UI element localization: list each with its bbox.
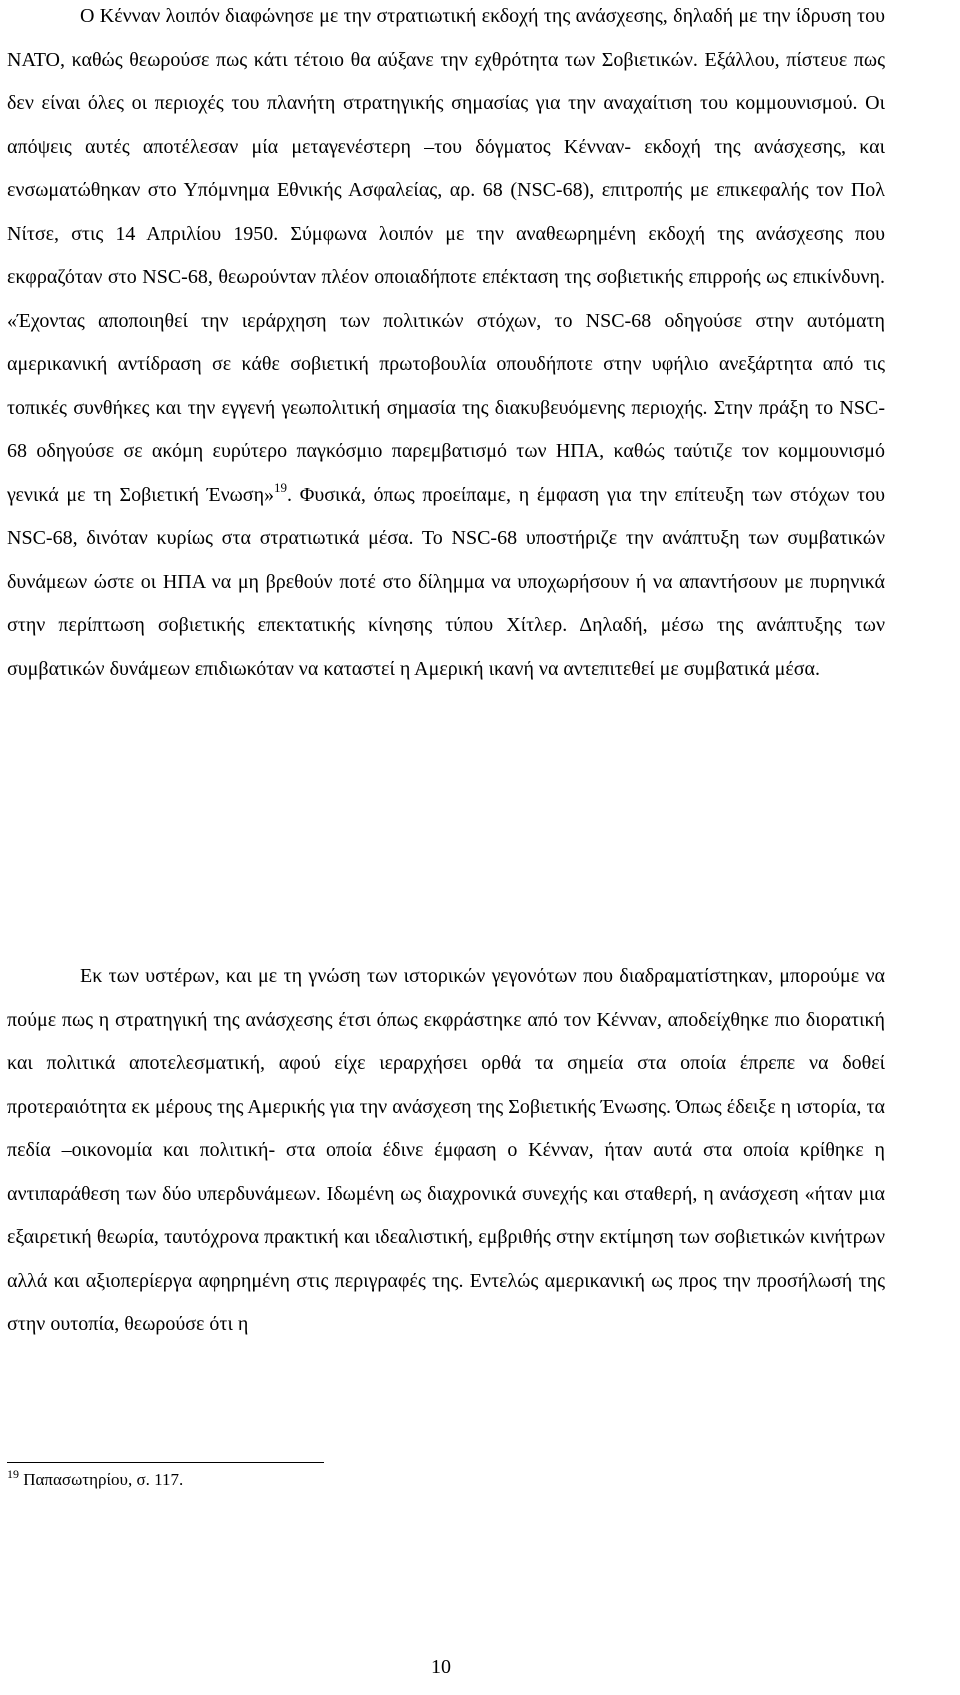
page-number: 10	[431, 1656, 451, 1678]
footnote-number: 19	[7, 1467, 19, 1481]
footnote	[7, 1469, 183, 1491]
paragraph-2-text: Εκ των υστέρων, και με τη γνώση των ιστορικών γεγονότων που διαδραματίστηκαν, μπορούμε να πούμε πως η στρατηγική της ανάσχεσης έτσι όπως εκφράστηκε από τον Κένναν, αποδείχθηκε πιο διορατική και πολιτικά αποτελεσματική, αφού είχε ιεραρχήσει ορθά τα σημεία στα οποία έπρεπε να δοθεί προτεραιότητα εκ μέρους της Αμερικής για την ανάσχεση της Σοβιετικής Ένωσης. Όπως έδειξε η ιστορία, τα πεδία –οικονομία και πολιτική- στα οποία έδινε έμφαση ο Κένναν, ήταν αυτά στα οποία κρίθηκε η αντιπαράθεση των δύο υπερδυνάμεων. Ιδωμένη ως διαχρονικά συνεχής και σταθερή, η ανάσχεση «ήταν μια εξαιρετική θεωρία, ταυτόχρονα πρακτική και ιδεαλιστική, εμβριθής στην εκτίμηση των σοβιετικών κινήτρων αλλά και αξιοπερίεργα αφηρημένη στις περιγραφές της. Εντελώς αμερικανική ως προς την προσήλωσή της στην ουτοπία, θεωρούσε ότι η	[7, 965, 885, 1335]
paragraph-1-text-end: . Φυσικά, όπως προείπαμε, η έμφαση για την επίτευξη των στόχων του NSC-68, δινόταν κυρίως στα στρατιωτικά μέσα. Το NSC-68 υποστήριζε την ανάπτυξη των συμβατικών δυνάμεων ώστε οι ΗΠΑ να μη βρεθούν ποτέ στο δίλημμα να υποχωρήσουν ή να απαντήσουν με πυρηνικά στην περίπτωση σοβιετικής επεκτατικής κίνησης τύπου Χίτλερ. Δηλαδή, μέσω της ανάπτυξης των συμβατικών δυνάμεων επιδιωκόταν να καταστεί η Αμερική ικανή να αντεπιτεθεί με συμβατικά μέσα.	[7, 483, 885, 680]
paragraph-1-text-start: Ο Κένναν λοιπόν διαφώνησε με την στρατιωτική εκδοχή της ανάσχεσης, δηλαδή με την ίδρυση του ΝΑΤΟ, καθώς θεωρούσε πως κάτι τέτοιο θα αύξανε την εχθρότητα των Σοβιετικών. Εξάλλου, πίστευε πως δεν είναι όλες οι περιοχές του πλανήτη στρατηγικής σημασίας για την αναχαίτιση του κομμουνισμού. Οι απόψεις αυτές αποτέλεσαν μία μεταγενέστερη –του δόγματος Κένναν- εκδοχή της ανάσχεσης, και ενσωματώθηκαν στο Υπόμνημα Εθνικής Ασφαλείας, αρ. 68 (NSC-68), επιτροπής με επικεφαλής τον Πολ Νίτσε, στις 14 Απριλίου 1950. Σύμφωνα λοιπόν με την αναθεωρημένη εκδοχή της ανάσχεσης που εκφραζόταν στο NSC-68, θεωρούνταν πλέον οποιαδήποτε επέκταση της σοβιετικής επιρροής ως επικίνδυνη. «Έχοντας αποποιηθεί την ιεράρχηση των πολιτικών στόχων, το NSC-68 οδηγούσε στην αυτόματη αμερικανική αντίδραση σε κάθε σοβιετική πρωτοβουλία οπουδήποτε στην υφήλιο ανεξάρτητα από τις τοπικές συνθήκες και την εγγενή γεωπολιτική σημασία της διακυβευόμενης περιοχής. Στην πράξη το NSC-68 οδηγούσε σε ακόμη ευρύτερο παγκόσμιο παρεμβατισμό των ΗΠΑ, καθώς ταύτιζε τον κομμουνισμό γενικά με τη Σοβιετική Ένωση»	[7, 5, 885, 506]
footnote-reference[interactable]: 19	[274, 479, 288, 495]
body-paragraph-2	[7, 955, 885, 1347]
document-page	[7, 0, 885, 1695]
footnote-separator	[7, 1462, 324, 1463]
footnote-text: Παπασωτηρίου, σ. 117.	[19, 1470, 184, 1489]
body-paragraph-1	[7, 0, 885, 691]
